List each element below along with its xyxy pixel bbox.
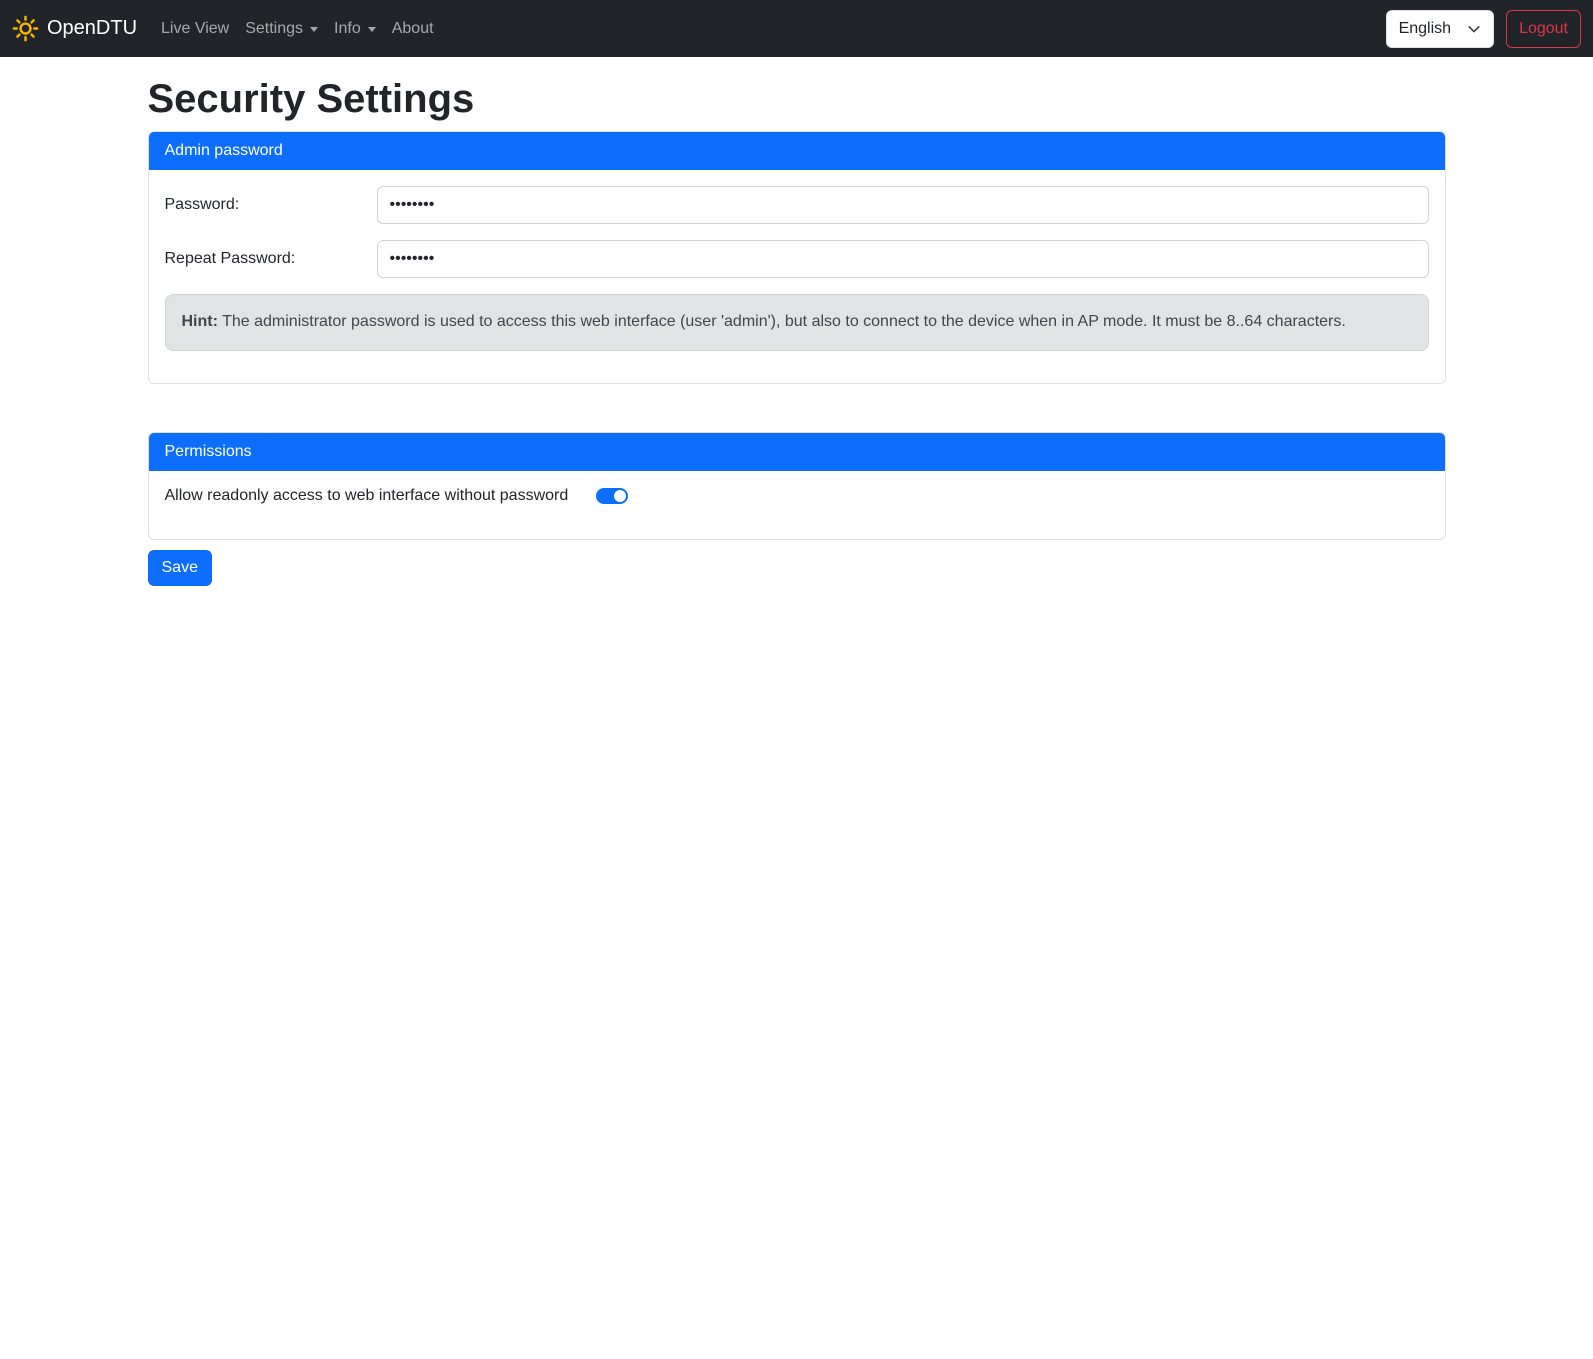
readonly-access-label: Allow readonly access to web interface without password bbox=[164, 487, 569, 505]
permissions-card-body bbox=[149, 471, 1445, 539]
repeat-password-input[interactable] bbox=[377, 240, 1429, 278]
logout-button[interactable]: Logout bbox=[1506, 10, 1581, 48]
nav-item-label: Settings bbox=[245, 19, 304, 37]
save-button[interactable]: Save bbox=[148, 550, 212, 586]
nav-links bbox=[153, 12, 442, 46]
hint-text: The administrator password is used to access this web interface (user 'admin'), but also to connect to the device when in AP mode. It must be 8..64 characters. bbox=[217, 313, 1346, 331]
permissions-card bbox=[148, 432, 1446, 540]
password-label: Password: bbox=[164, 196, 240, 214]
password-row bbox=[165, 186, 1429, 224]
navbar-left bbox=[12, 12, 442, 46]
language-select-value: English bbox=[1398, 19, 1452, 37]
nav-item-label: Live View bbox=[161, 19, 230, 37]
admin-password-card-body bbox=[149, 170, 1445, 382]
nav-item-live-view[interactable] bbox=[153, 12, 237, 46]
repeat-password-row bbox=[165, 240, 1429, 278]
brand-link[interactable] bbox=[12, 15, 137, 42]
readonly-access-row bbox=[165, 487, 1429, 505]
language-select[interactable] bbox=[1386, 10, 1494, 48]
chevron-down-icon bbox=[1467, 22, 1481, 36]
brand-label: OpenDTU bbox=[47, 17, 138, 39]
nav-item-info[interactable] bbox=[326, 12, 384, 46]
password-input[interactable] bbox=[377, 186, 1429, 224]
chevron-down-icon bbox=[368, 27, 376, 32]
navbar-right bbox=[1386, 10, 1581, 48]
password-hint bbox=[165, 294, 1429, 350]
chevron-down-icon bbox=[310, 27, 318, 32]
hint-label: Hint: bbox=[181, 313, 218, 331]
nav-item-about[interactable] bbox=[384, 12, 442, 46]
page-title: Security Settings bbox=[147, 77, 475, 121]
readonly-access-toggle[interactable] bbox=[596, 488, 628, 504]
nav-item-label: About bbox=[391, 19, 434, 37]
nav-item-label: Info bbox=[334, 19, 361, 37]
sun-icon bbox=[12, 15, 39, 42]
main-content bbox=[136, 75, 1458, 586]
navbar bbox=[0, 0, 1593, 57]
admin-password-card bbox=[148, 131, 1446, 384]
admin-password-card-header: Admin password bbox=[149, 132, 1445, 170]
permissions-card-header: Permissions bbox=[149, 433, 1445, 471]
nav-item-settings[interactable] bbox=[237, 12, 326, 46]
repeat-password-label: Repeat Password: bbox=[164, 250, 296, 268]
